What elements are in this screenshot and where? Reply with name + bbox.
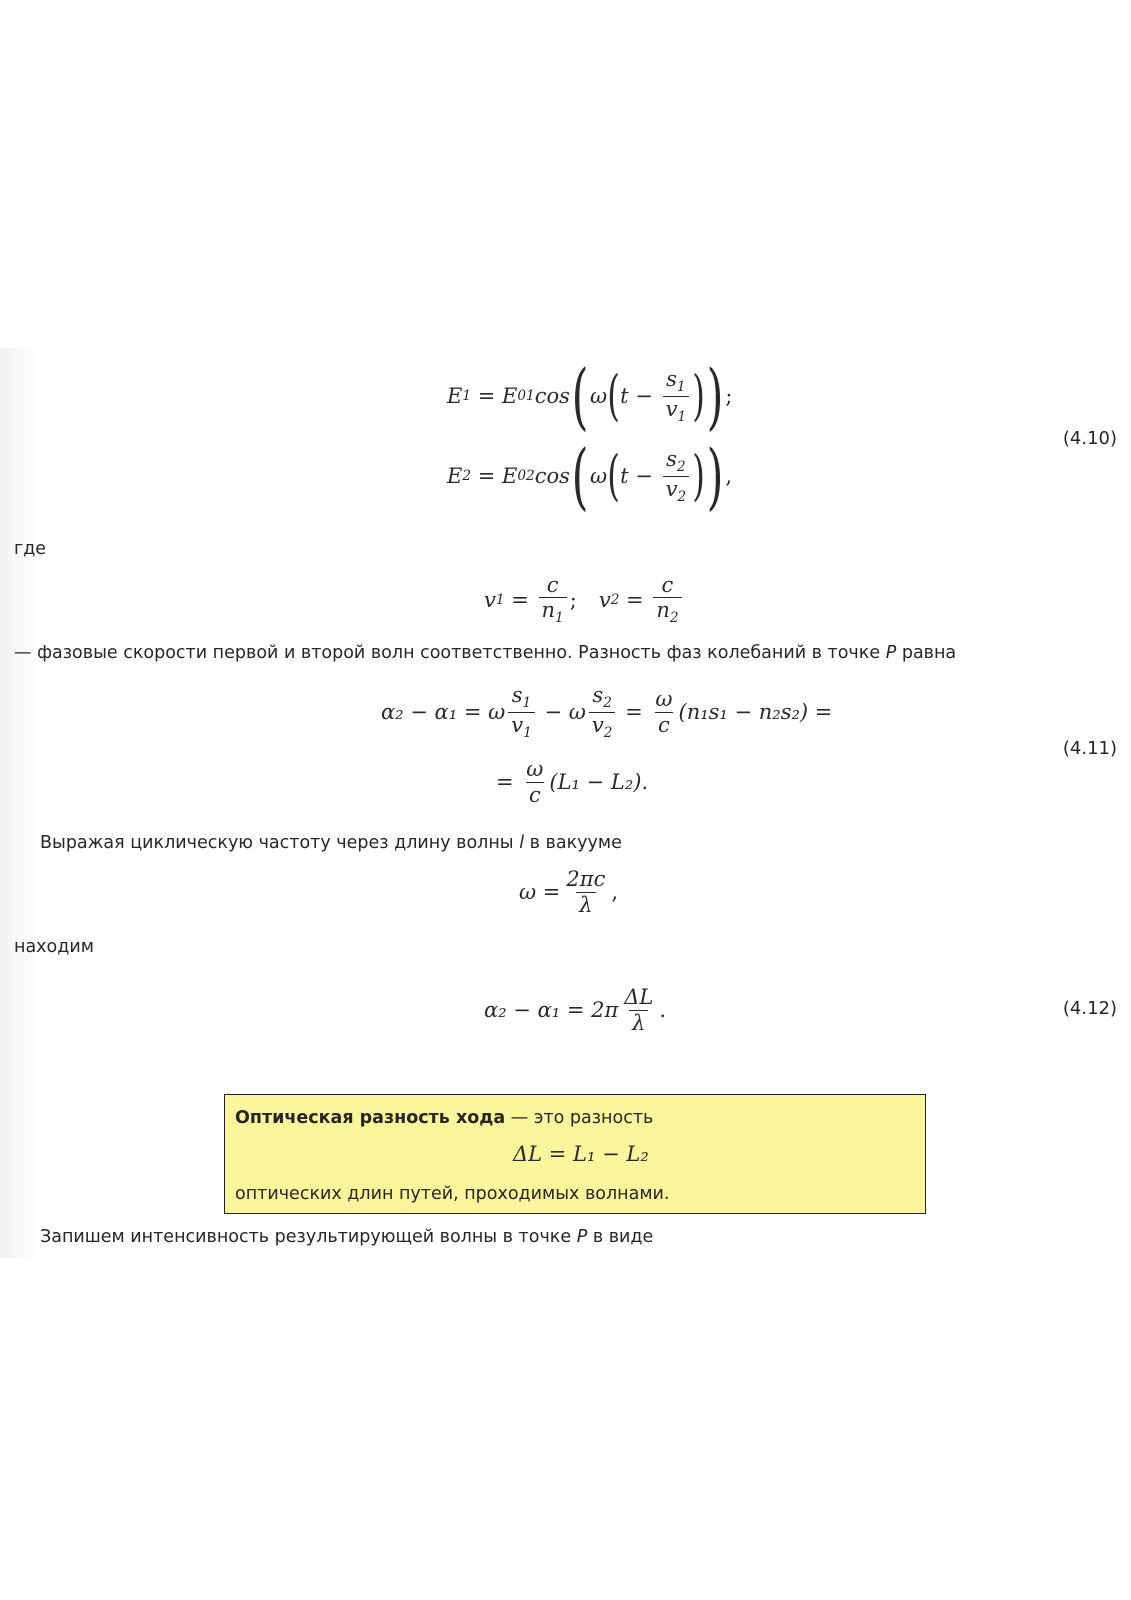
equation-4-10-line1: E 1 = E 01 cos ( ω ( t − $\frac{s_1}{v_1}$ ) ) ; bbox=[447, 354, 733, 438]
definition-formula: ΔL = L₁ − L₂ bbox=[513, 1142, 649, 1166]
equation-4-11-line2: = $\frac{\omega}{c}$ (L₁ − L₂). bbox=[496, 757, 649, 807]
equation-4-12: α₂ − α₁ = 2π $\frac{\Delta L}{\lambda}$ . bbox=[484, 985, 667, 1035]
equation-omega-definition: ω = $\frac{2\pi c}{\lambda}$ , bbox=[519, 867, 619, 917]
equation-number-4-11: (4.11) bbox=[1062, 738, 1117, 759]
equation-phase-velocities: v 1 = $\frac{c}{n_1}$ ; v 2 = $\frac{c}{n_2}$ bbox=[484, 572, 685, 628]
equation-number-4-10: (4.10) bbox=[1062, 428, 1117, 449]
equation-number-4-12: (4.12) bbox=[1062, 998, 1117, 1019]
definition-tail: оптических длин путей, проходимых волнами. bbox=[235, 1184, 670, 1204]
equation-4-10-line2: E 2 = E 02 cos ( ω ( t − $\frac{s_2}{v_2}$ ) ) , bbox=[447, 434, 732, 518]
text-phase-velocity-sentence: — фазовые скорости первой и второй волн соответственно. Разность фаз колебаний в точке P равна bbox=[14, 643, 957, 663]
equation-4-11-line1: α₂ − α₁ = ω $\frac{s_1}{v_1}$ − ω $\frac{s_2}{v_2}$ = $\frac{\omega}{c}$ (n₁s₁ − n₂s₂) = bbox=[381, 682, 833, 741]
definition-term: Оптическая разность хода bbox=[235, 1108, 506, 1128]
definition-box bbox=[224, 1094, 926, 1214]
text-where: где bbox=[14, 539, 47, 559]
text-expressing: Выражая циклическую частоту через длину волны l в вакууме bbox=[40, 833, 622, 853]
text-intensity-intro: Запишем интенсивность результирующей волны в точке P в виде bbox=[40, 1227, 654, 1247]
text-we-find: находим bbox=[14, 937, 94, 957]
definition-intro: Оптическая разность хода — это разность bbox=[235, 1108, 654, 1128]
